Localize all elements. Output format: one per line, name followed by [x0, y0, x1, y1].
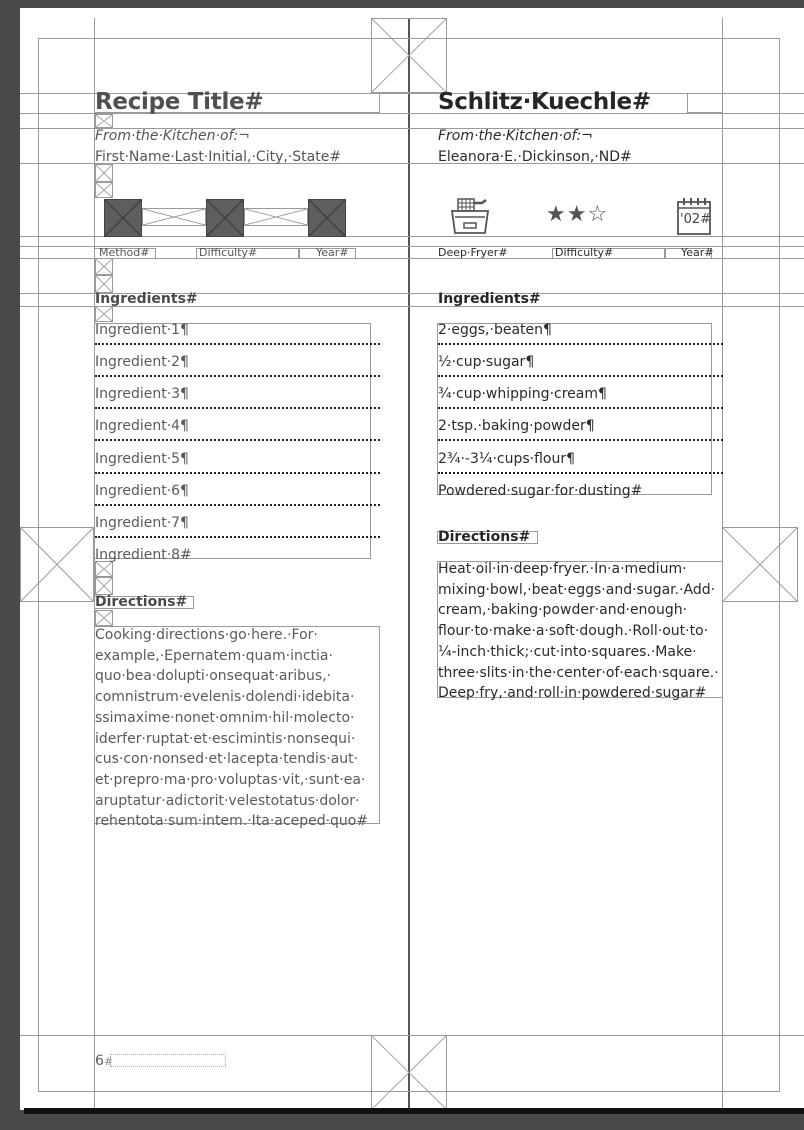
- ingredient-item[interactable]: Ingredient·3¶: [95, 386, 189, 402]
- connector-frame: [244, 208, 308, 226]
- ingredient-item[interactable]: ½·cup·sugar¶: [438, 354, 535, 370]
- year-label[interactable]: Year#: [316, 246, 349, 259]
- from-kitchen-label[interactable]: From·the·Kitchen·of:¬: [95, 128, 250, 144]
- divider: [438, 343, 723, 345]
- year-icon-placeholder[interactable]: [308, 199, 346, 237]
- method-icon-placeholder[interactable]: [104, 199, 142, 237]
- divider: [95, 536, 380, 538]
- directions-line: Deep·fry,·and·roll·in·powdered·sugar#: [438, 685, 707, 702]
- page-number-frame: [110, 1054, 226, 1067]
- difficulty-label[interactable]: Difficulty#: [199, 246, 258, 259]
- recipe-title[interactable]: Recipe Title#: [95, 89, 264, 115]
- directions-line: rehentota·sum·intem.·Ita·aceped·quo#: [95, 813, 369, 830]
- page-shadow: [24, 1108, 804, 1114]
- page-number-mark: #: [104, 1055, 114, 1068]
- directions-line: Cooking·directions·go·here.·For·: [95, 627, 318, 643]
- ingredient-item[interactable]: Ingredient·8#: [95, 547, 192, 563]
- ingredient-item[interactable]: 2¾·-3¼·cups·flour¶: [438, 451, 576, 467]
- directions-line: example,·Epernatem·quam·inctia·: [95, 647, 333, 664]
- anchor-marker: [95, 610, 113, 626]
- document-page: [20, 8, 804, 1110]
- directions-text[interactable]: [438, 559, 723, 704]
- anchor-marker: [95, 561, 113, 577]
- directions-heading[interactable]: Directions#: [95, 594, 188, 610]
- placeholder-frame: [722, 527, 798, 602]
- ingredients-heading[interactable]: Ingredients#: [438, 291, 541, 307]
- divider: [438, 375, 723, 377]
- directions-line: aruptatur·adictorit·velestotatus·dolor·: [95, 792, 360, 809]
- anchor-marker: [95, 306, 113, 322]
- anchor-marker: [95, 164, 113, 182]
- year-value[interactable]: '02#: [680, 212, 712, 227]
- ingredient-item[interactable]: 2·eggs,·beaten¶: [438, 322, 552, 338]
- anchor-marker: [95, 577, 113, 595]
- year-label[interactable]: Year#: [681, 246, 714, 259]
- directions-line: ¼-inch·thick;·cut·into·squares.·Make·: [438, 643, 697, 660]
- method-label[interactable]: Deep·Fryer#: [438, 246, 508, 259]
- placeholder-frame: [371, 18, 447, 93]
- page-number[interactable]: 6: [95, 1053, 104, 1069]
- divider: [95, 439, 380, 441]
- divider: [95, 472, 380, 474]
- directions-line: iderfer·ruptat·et·escimintis·nonsequi·: [95, 730, 356, 747]
- divider: [438, 472, 723, 474]
- ingredient-item[interactable]: Ingredient·7¶: [95, 515, 189, 531]
- ingredient-item[interactable]: ¾·cup·whipping·cream¶: [438, 386, 607, 402]
- divider: [438, 439, 723, 441]
- directions-line: Heat·oil·in·deep·fryer.·In·a·medium·: [438, 561, 687, 577]
- directions-line: quo·bea·dolupti·onsequat·aribus,·: [95, 668, 332, 685]
- divider: [95, 343, 380, 345]
- ingredient-item[interactable]: Ingredient·5¶: [95, 451, 189, 467]
- anchor-marker: [95, 182, 113, 198]
- difficulty-icon-placeholder[interactable]: [206, 199, 244, 237]
- divider: [95, 504, 380, 506]
- directions-line: mixing·bowl,·beat·eggs·and·sugar.·Add·: [438, 581, 716, 598]
- divider: [95, 375, 380, 377]
- deep-fryer-icon[interactable]: [449, 197, 491, 237]
- ingredient-item[interactable]: 2·tsp.·baking·powder¶: [438, 418, 595, 434]
- directions-line: cus·con·nonsed·et·lacepta·tendis·aut·: [95, 751, 359, 768]
- divider: [438, 407, 723, 409]
- from-kitchen-label[interactable]: From·the·Kitchen·of:¬: [438, 128, 593, 144]
- ingredient-item[interactable]: Ingredient·4¶: [95, 418, 189, 434]
- ingredient-item[interactable]: Ingredient·2¶: [95, 354, 189, 370]
- anchor-marker: [95, 258, 113, 275]
- title-frame: [687, 93, 723, 113]
- ingredient-item[interactable]: Powdered·sugar·for·dusting#: [438, 483, 643, 499]
- ingredient-item[interactable]: Ingredient·6¶: [95, 483, 189, 499]
- difficulty-label[interactable]: Difficulty#: [555, 246, 614, 259]
- author-line[interactable]: Eleanora·E.·Dickinson,·ND#: [438, 149, 632, 165]
- recipe-title[interactable]: Schlitz·Kuechle#: [438, 89, 651, 115]
- directions-heading[interactable]: Directions#: [438, 529, 531, 545]
- ingredients-frame: [437, 323, 712, 495]
- placeholder-frame: [20, 527, 94, 602]
- directions-line: flour·to·make·a·soft·dough.·Roll·out·to·: [438, 623, 709, 640]
- difficulty-stars[interactable]: ★★☆: [546, 202, 609, 227]
- divider: [95, 407, 380, 409]
- placeholder-frame: [371, 1035, 447, 1110]
- directions-line: cream,·baking·powder·and·enough·: [438, 602, 688, 619]
- directions-line: ssimaxime·nonet·omnim·hil·molecto·: [95, 709, 355, 726]
- method-label[interactable]: Method#: [99, 246, 150, 259]
- ingredient-item[interactable]: Ingredient·1¶: [95, 322, 189, 338]
- directions-text[interactable]: [95, 625, 380, 832]
- anchor-marker: [95, 114, 113, 128]
- directions-line: et·prepro·ma·pro·voluptas·vit,·sunt·ea·: [95, 771, 366, 788]
- connector-frame: [142, 208, 206, 226]
- ingredients-heading[interactable]: Ingredients#: [95, 291, 198, 307]
- author-line[interactable]: First·Name·Last·Initial,·City,·State#: [95, 149, 342, 165]
- directions-line: three·slits·in·the·center·of·each·square.·: [438, 664, 719, 681]
- directions-line: comnistrum·evelenis·dolendi·idebita·: [95, 689, 355, 706]
